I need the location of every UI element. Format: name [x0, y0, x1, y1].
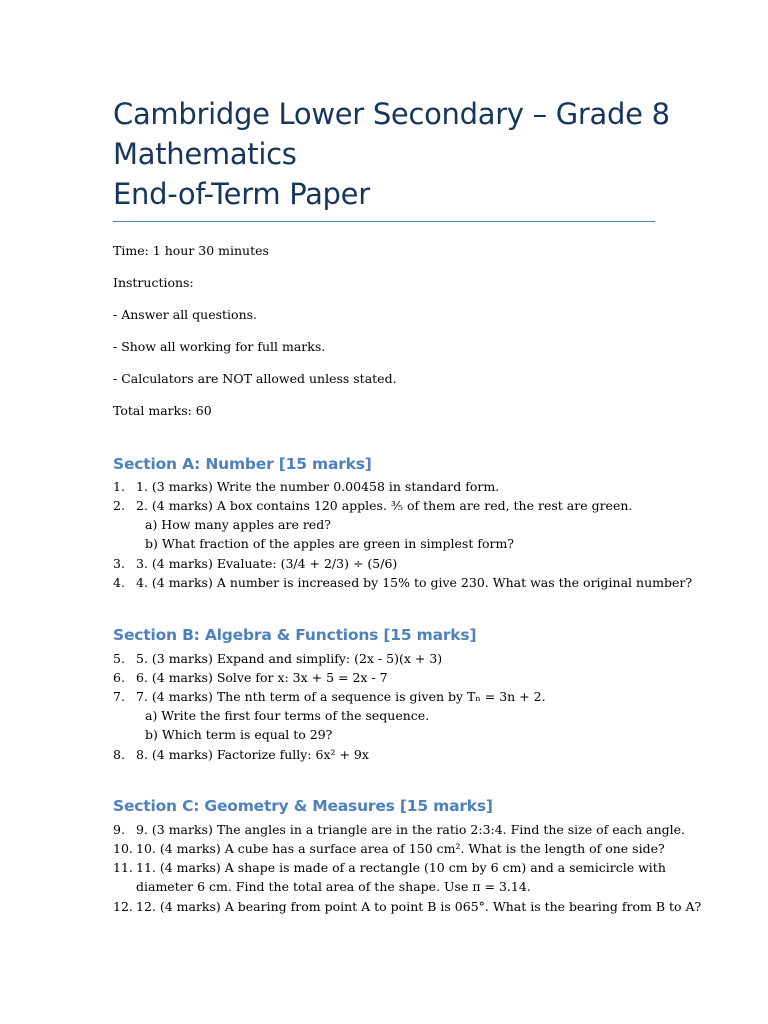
question-text: 12. (4 marks) A bearing from point A to point B is 065°. What is the bearing from B to A? [136, 899, 702, 914]
question-text: 1. (3 marks) Write the number 0.00458 in standard form. [136, 479, 500, 494]
question-number: 8. [113, 747, 125, 762]
question-subpart: b) What fraction of the apples are green in simplest form? [145, 536, 515, 551]
question-subpart: b) Which term is equal to 29? [145, 727, 333, 742]
question-number: 11. [113, 860, 133, 875]
question-text: 9. (3 marks) The angles in a triangle are in the ratio 2:3:4. Find the size of each angle. [136, 822, 686, 837]
question-number: 1. [113, 479, 125, 494]
question-text: 10. (4 marks) A cube has a surface area of 150 cm². What is the length of one side? [136, 841, 665, 856]
section-c-heading: Section C: Geometry & Measures [15 marks] [113, 797, 493, 815]
instructions-label: Instructions: [113, 275, 194, 290]
question-text: 3. (4 marks) Evaluate: (3/4 + 2/3) ÷ (5/6) [136, 556, 398, 571]
question-number: 7. [113, 689, 125, 704]
instruction-item: - Calculators are NOT allowed unless stated. [113, 371, 397, 386]
question-number: 5. [113, 651, 125, 666]
question-number: 10. [113, 841, 133, 856]
instruction-item: - Answer all questions. [113, 307, 258, 322]
question-subpart: a) Write the first four terms of the sequence. [145, 708, 430, 723]
question-number: 9. [113, 822, 125, 837]
document-title [113, 94, 673, 214]
title-line-3: End-of-Term Paper [113, 177, 370, 211]
question-number: 2. [113, 498, 125, 513]
question-text: 2. (4 marks) A box contains 120 apples. ⅗ of them are red, the rest are green. [136, 498, 633, 513]
instruction-item: - Show all working for full marks. [113, 339, 326, 354]
question-number: 6. [113, 670, 125, 685]
question-text: 6. (4 marks) Solve for x: 3x + 5 = 2x - 7 [136, 670, 388, 685]
title-line-2: Mathematics [113, 137, 297, 171]
question-number: 4. [113, 575, 125, 590]
question-text: 5. (3 marks) Expand and simplify: (2x - 5)(x + 3) [136, 651, 443, 666]
question-text: 11. (4 marks) A shape is made of a rectangle (10 cm by 6 cm) and a semicircle with [136, 860, 666, 875]
question-subpart: a) How many apples are red? [145, 517, 331, 532]
question-continuation: diameter 6 cm. Find the total area of the shape. Use π = 3.14. [136, 879, 531, 894]
title-line-1: Cambridge Lower Secondary – Grade 8 [113, 97, 670, 131]
section-a-heading: Section A: Number [15 marks] [113, 455, 372, 473]
title-divider [113, 221, 655, 222]
time-text: Time: 1 hour 30 minutes [113, 243, 269, 258]
section-b-heading: Section B: Algebra & Functions [15 marks] [113, 626, 477, 644]
question-text: 4. (4 marks) A number is increased by 15% to give 230. What was the original number? [136, 575, 693, 590]
total-marks-text: Total marks: 60 [113, 403, 212, 418]
question-text: 7. (4 marks) The nth term of a sequence is given by Tₙ = 3n + 2. [136, 689, 546, 704]
question-text: 8. (4 marks) Factorize fully: 6x² + 9x [136, 747, 369, 762]
question-number: 3. [113, 556, 125, 571]
question-number: 12. [113, 899, 133, 914]
